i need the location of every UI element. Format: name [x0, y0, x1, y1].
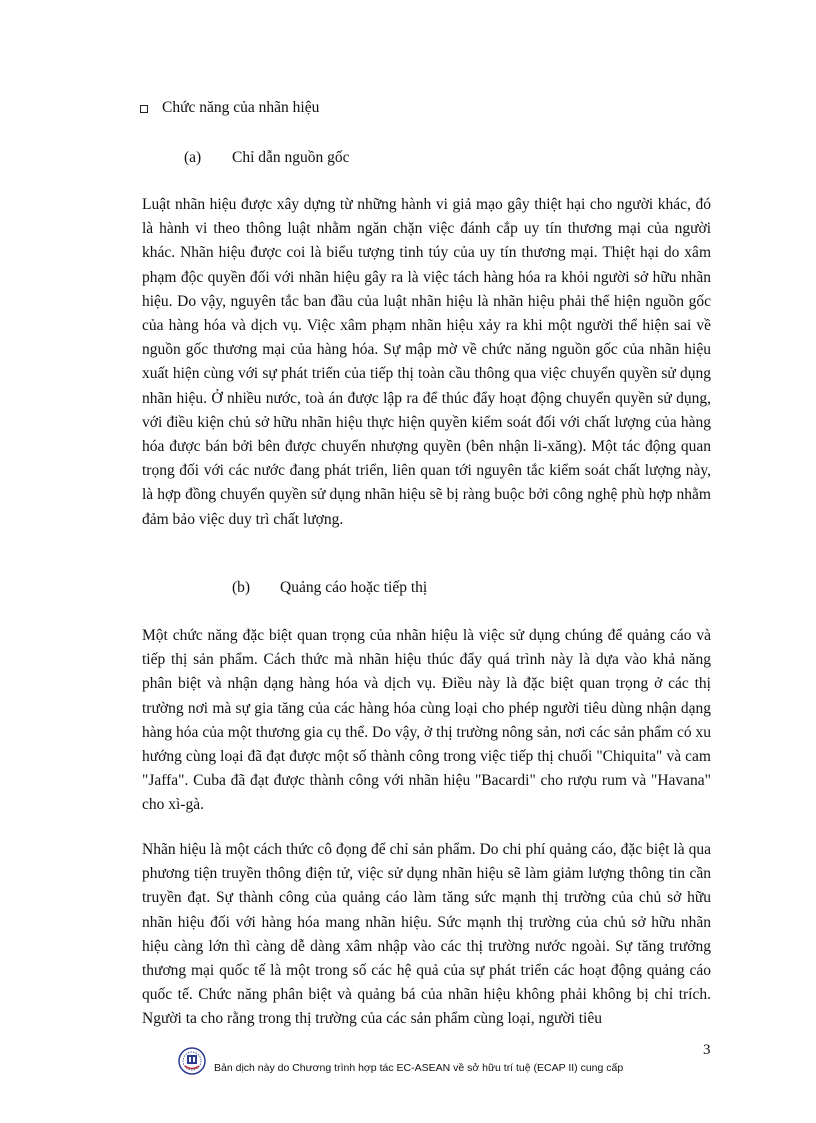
square-bullet-icon	[140, 105, 148, 113]
subsection-b-marker: (b)	[232, 579, 251, 596]
subsection-b-heading	[232, 579, 427, 597]
subsection-a-title: Chỉ dẫn nguồn gốc	[232, 149, 350, 166]
subsection-a-heading	[184, 149, 350, 167]
section-heading	[140, 99, 319, 117]
section-heading-text: Chức năng của nhãn hiệu	[162, 99, 320, 116]
paragraph-advertising: Một chức năng đặc biệt quan trọng của nhãn hiệu là việc sử dụng chúng để quảng cáo và tiếp thị sản phẩm. Cách thức mà nhãn hiệu thúc đẩy quá trình này là dựa vào khả năng phân biệt và nhận dạng hàng hóa và dịch vụ. Điều này là đặc biệt quan trọng ở các thị trường nơi mà sự gia tăng của các hàng hóa cùng loại cho phép người tiêu dùng nhận dạng hàng hóa của một thương gia cụ thể. Do vậy, ở thị trường nông sản, nơi các sản phẩm có xu hướng cùng loại đã đạt được một số thành công trong việc tiếp thị chuối "Chiquita" và cam "Jaffa". Cuba đã đạt được thành công với nhãn hiệu "Bacardi" cho rượu rum và "Havana" cho xì-gà.	[142, 627, 711, 814]
subsection-a-marker: (a)	[184, 149, 202, 166]
paragraph-condensed: Nhãn hiệu là một cách thức cô đọng để chỉ sản phẩm. Do chi phí quảng cáo, đặc biệt là qua phương tiện truyền thông điện tử, việc sử dụng nhãn hiệu sẽ làm giảm lượng thông tin cần truyền đạt. Sự thành công của quảng cáo làm tăng sức mạnh thị trường của chủ sở hữu nhãn hiệu đối với hàng hóa mang nhãn hiệu. Sức mạnh thị trường của chủ sở hữu nhãn hiệu càng lớn thì càng dễ dàng xâm nhập vào các thị trường nước ngoài. Sự tăng trưởng thương mại quốc tế là một trong số các hệ quả của sự phát triển các hoạt động quảng cáo quốc tế. Chức năng phân biệt và quảng bá của nhãn hiệu không phải không bị chỉ trích. Người ta cho rằng trong thị trường của các sản phẩm cùng loại, người tiêu	[142, 841, 711, 1028]
subsection-b-title: Quảng cáo hoặc tiếp thị	[280, 579, 428, 596]
page-number: 3	[703, 1042, 711, 1058]
paragraph-origin: Luật nhãn hiệu được xây dựng từ những hành vi giả mạo gây thiệt hại cho người khác, đó là hành vi theo thông luật nhằm ngăn chặn việc đánh cắp uy tín thương mại của người khác. Nhãn hiệu được coi là biểu tượng tinh túy của uy tín thương mại. Thiệt hại do xâm phạm độc quyền đối với nhãn hiệu gây ra là việc tách hàng hóa ra khỏi người sở hữu nhãn hiệu. Do vậy, nguyên tắc ban đầu của luật nhãn hiệu là nhãn hiệu phải thể hiện nguồn gốc của hàng hóa và dịch vụ. Việc xâm phạm nhãn hiệu xảy ra khi một người thể hiện sai về nguồn gốc thương mại của hàng hóa. Sự mập mờ về chức năng nguồn gốc của nhãn hiệu xuất hiện cùng với sự phát triển của tiếp thị toàn cầu thông qua việc chuyển quyền sử dụng nhãn hiệu. Ở nhiều nước, toà án được lập ra để thúc đẩy hoạt động chuyển quyền sử dụng, với điều kiện chủ sở hữu nhãn hiệu thực hiện quyền kiểm soát đối với chất lượng của hàng hóa được bán bởi bên được chuyển nhượng quyền (bên nhận li-xăng). Một tác động quan trọng đối với các nước đang phát triển, liên quan tới nguyên tắc kiểm soát chất lượng này, là hợp đồng chuyển quyền sử dụng nhãn hiệu sẽ bị ràng buộc bởi công nghệ phù hợp nhằm đảm bảo việc duy trì chất lượng.	[142, 196, 711, 528]
footer-text: Bản dịch này do Chương trình hợp tác EC-ASEAN về sở hữu trí tuệ (ECAP II) cung cấp	[214, 1062, 624, 1074]
ecap-logo-icon	[176, 1046, 208, 1076]
footer	[176, 1046, 623, 1076]
